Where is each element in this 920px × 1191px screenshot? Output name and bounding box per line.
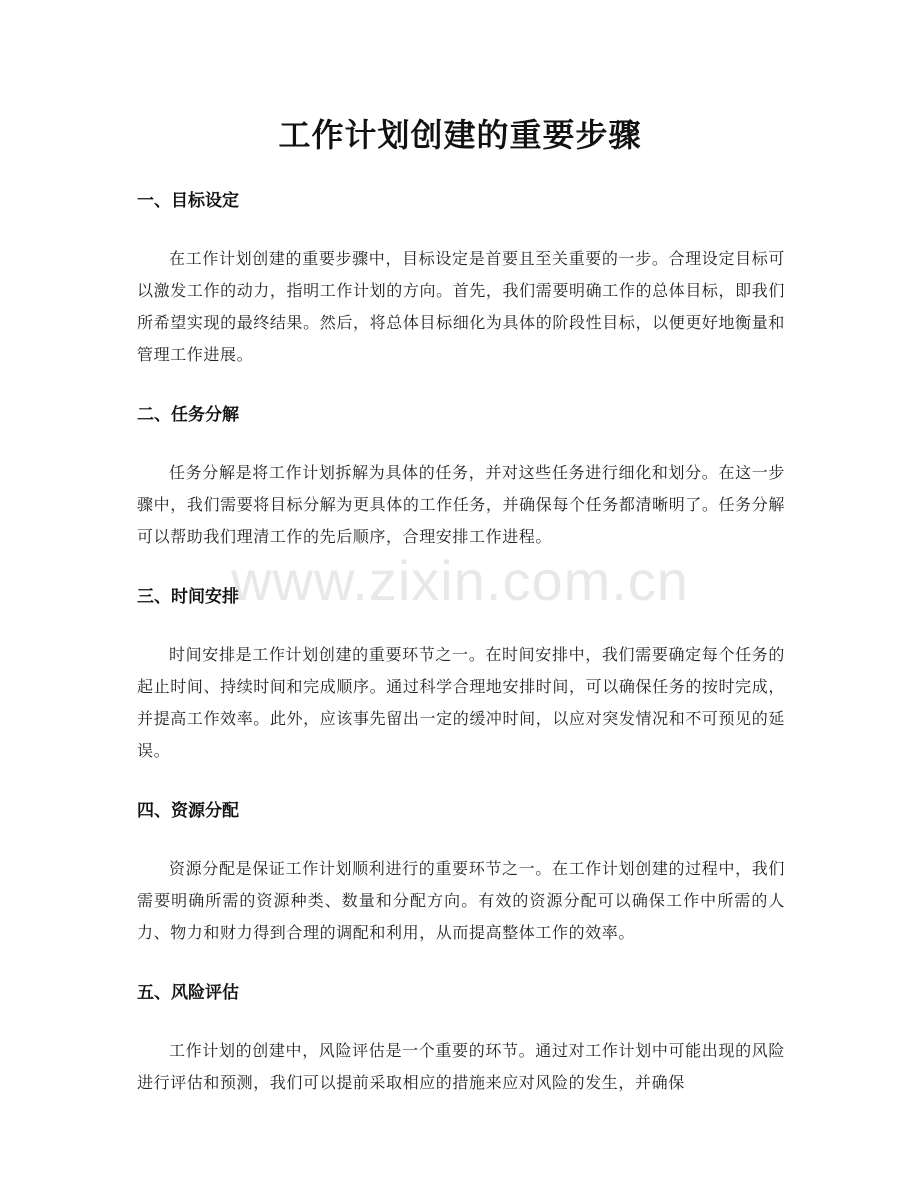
section-paragraph: 时间安排是工作计划创建的重要环节之一。在时间安排中，我们需要确定每个任务的起止时间、持续时间和完成顺序。通过科学合理地安排时间，可以确保任务的按时完成，并提高工作效率。此外，应该事先留出一定的缓冲时间，以应对突发情况和不可预见的延误。	[137, 645, 785, 760]
section-risk-assessment	[137, 977, 785, 1099]
document-title: 工作计划创建的重要步骤	[278, 116, 642, 154]
section-paragraph: 工作计划的创建中，风险评估是一个重要的环节。通过对工作计划中可能出现的风险进行评估和预测，我们可以提前采取相应的措施来应对风险的发生，并确保	[137, 1041, 785, 1092]
section-heading: 二、任务分解	[137, 405, 239, 425]
section-task-breakdown	[137, 399, 785, 553]
section-paragraph: 任务分解是将工作计划拆解为具体的任务，并对这些任务进行细化和划分。在这一步骤中，我们需要将目标分解为更具体的工作任务，并确保每个任务都清晰明了。任务分解可以帮助我们理清工作的先后顺序，合理安排工作进程。	[137, 463, 785, 546]
section-goal-setting	[137, 185, 785, 371]
section-resource-allocation	[137, 795, 785, 949]
section-heading: 三、时间安排	[137, 587, 239, 607]
section-paragraph: 资源分配是保证工作计划顺利进行的重要环节之一。在工作计划创建的过程中，我们需要明确所需的资源种类、数量和分配方向。有效的资源分配可以确保工作中所需的人力、物力和财力得到合理的调配和利用，从而提高整体工作的效率。	[137, 859, 785, 942]
section-heading: 五、风险评估	[137, 983, 239, 1003]
section-heading: 一、目标设定	[137, 191, 239, 211]
section-heading: 四、资源分配	[137, 801, 239, 821]
section-paragraph: 在工作计划创建的重要步骤中，目标设定是首要且至关重要的一步。合理设定目标可以激发工作的动力，指明工作计划的方向。首先，我们需要明确工作的总体目标，即我们所希望实现的最终结果。然后，将总体目标细化为具体的阶段性目标，以便更好地衡量和管理工作进展。	[137, 249, 785, 364]
document-body	[137, 185, 785, 1127]
section-time-schedule	[137, 581, 785, 767]
watermark-text: www.zixin.com.cn	[231, 549, 689, 612]
